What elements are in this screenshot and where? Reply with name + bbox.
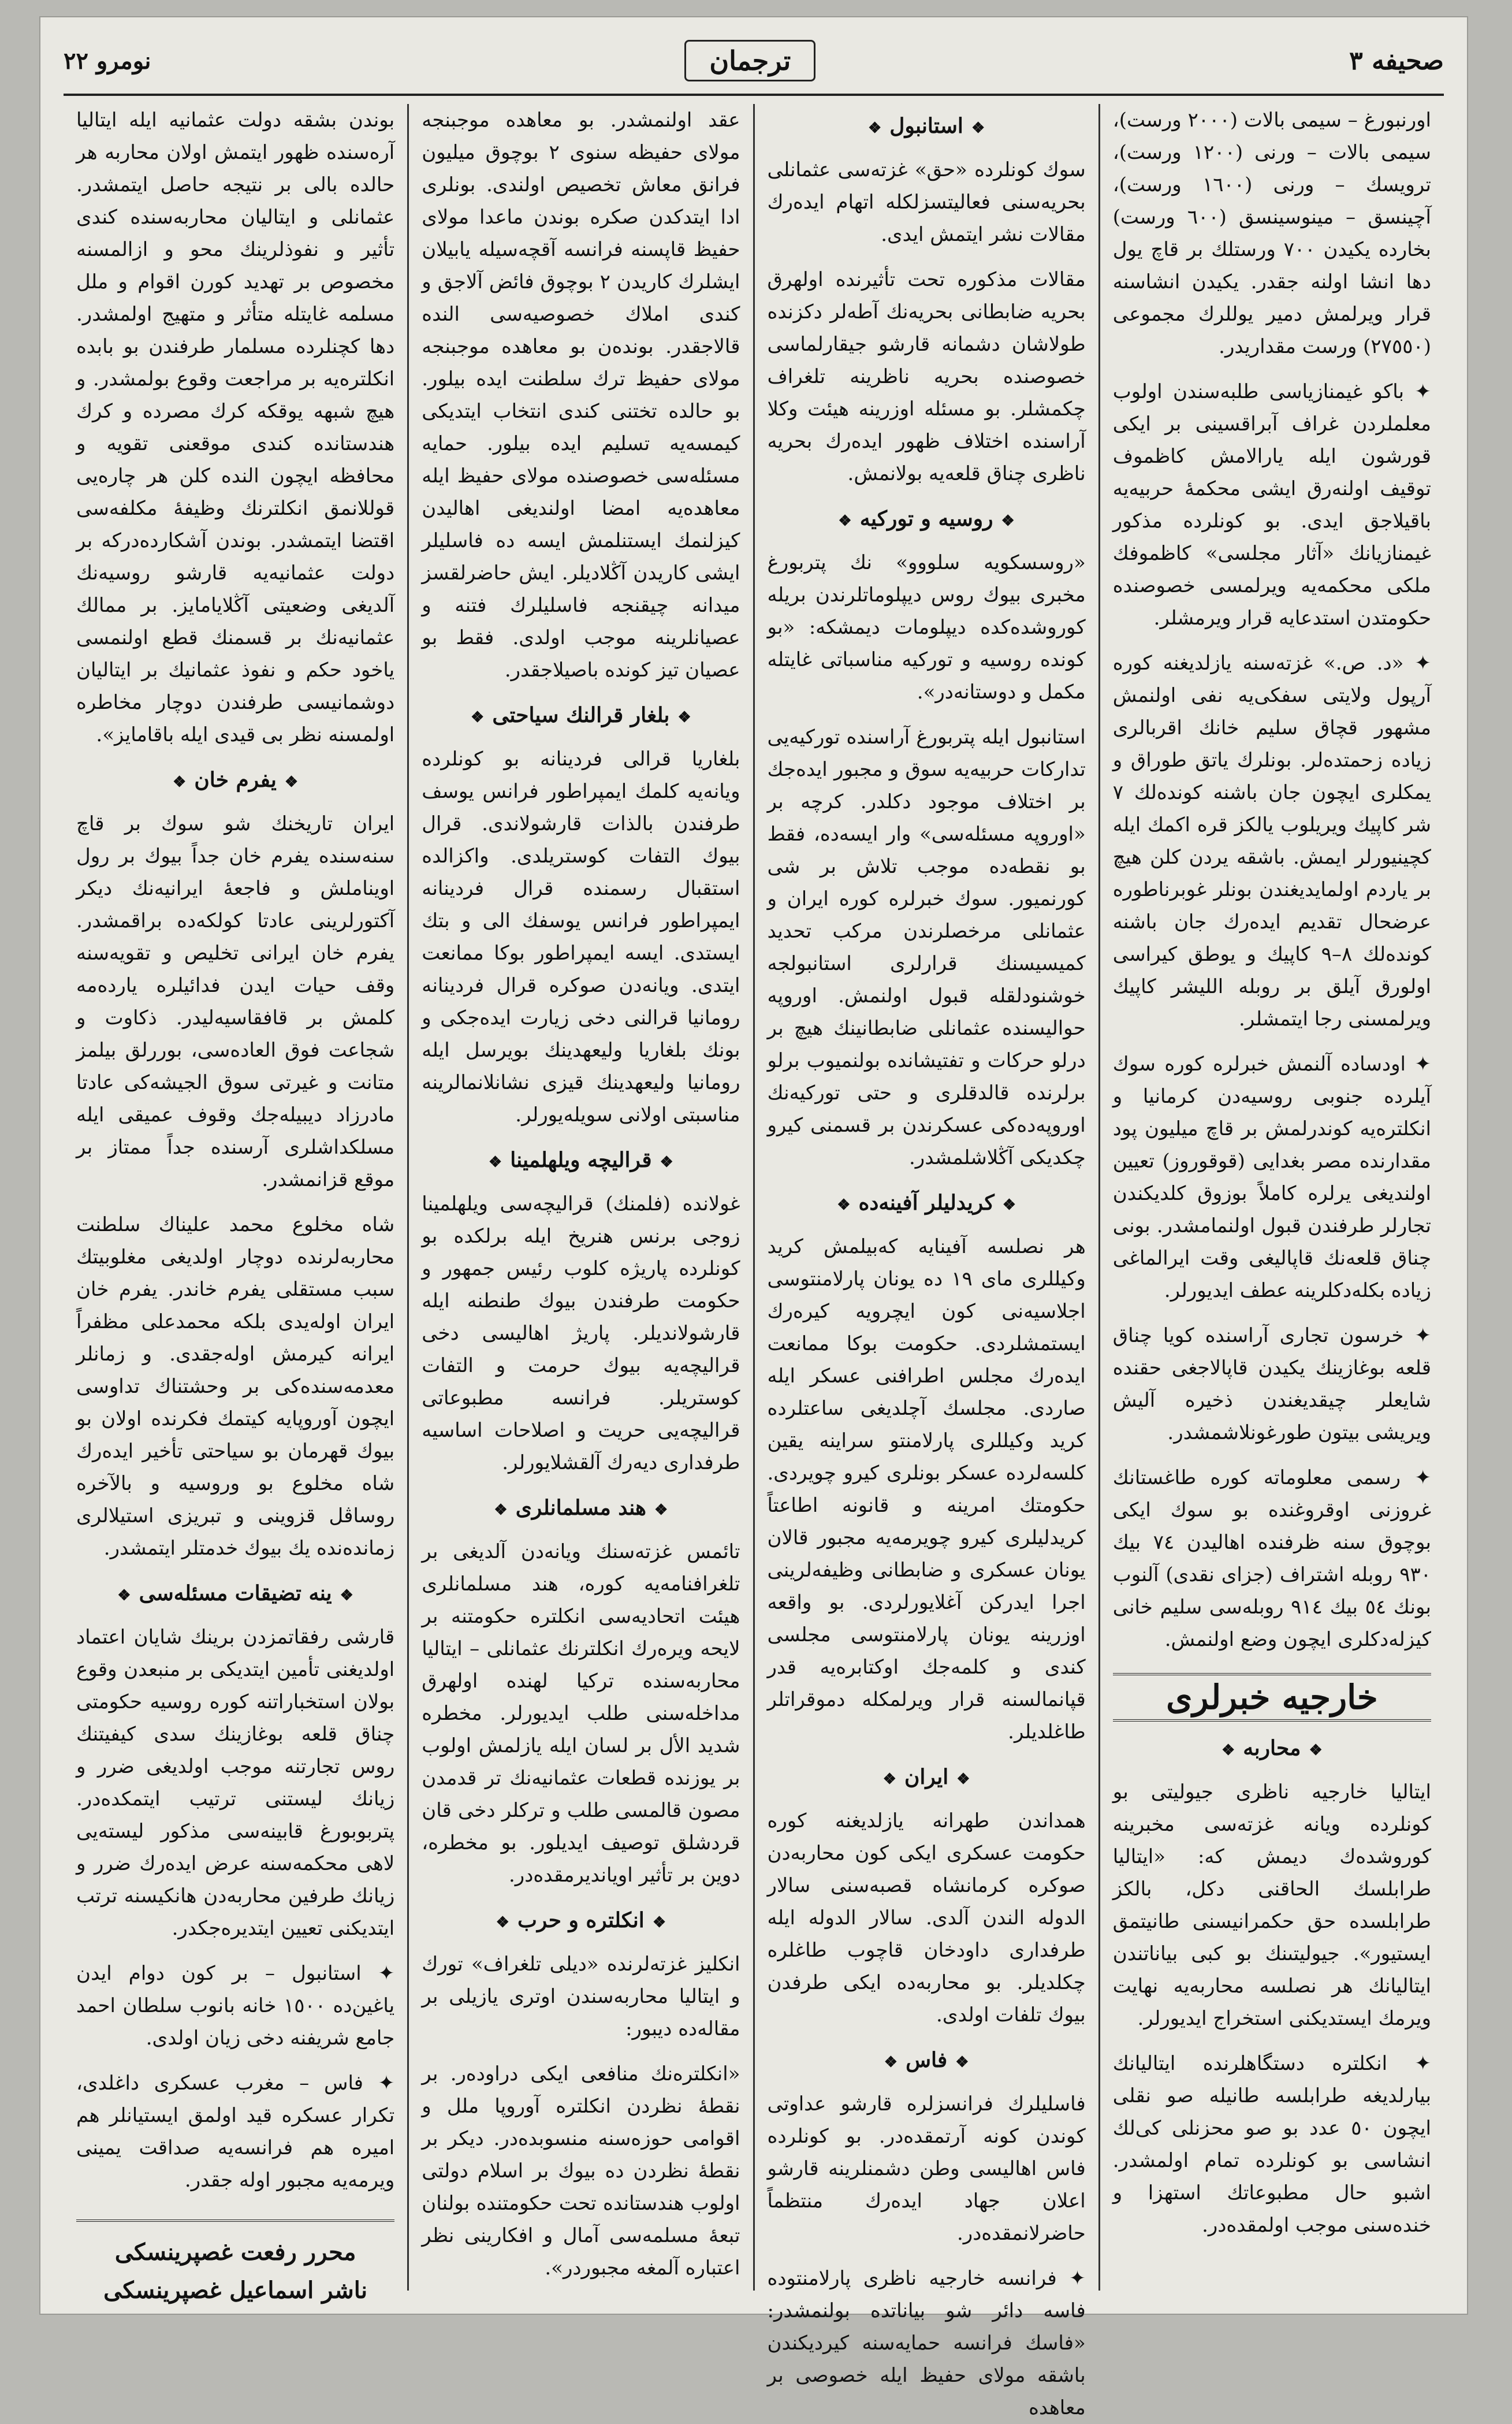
column-4 bbox=[64, 104, 409, 2304]
article-paragraph: ✦ استانبول – بر كون دوام ايدن ياغين‌ده ١٥٠٠ خانه بانوب سلطان احمد جامع شريفنه دخى زيان اولدى. bbox=[76, 1962, 395, 2050]
article-paragraph: «روسسكويه سلووو» نك پتربورغ مخبرى بيوك روس ديپلوماتلرندن بريله كوروشده‌كده ديپلومات ديمشكه: «بو كونده روسيه و توركيه مناسباتى غايتله مكمل و دوستانه‌در». bbox=[767, 551, 1086, 704]
article-columns bbox=[64, 104, 1444, 2419]
article-paragraph: ✦ انكلتره دستگاهلرنده ايتاليانك بيارلديغه طرابلسه طانيله صو نقلى ايچون ٥٠ عدد بو صو محزنلى كى‌لك انشاسى بو كونلرده تمام اولمشدر. اشبو حال مطبوعاتك استهزا و خنده‌سنى موجب اولمقده‌در. bbox=[1112, 2052, 1431, 2237]
masthead-rule bbox=[64, 94, 1444, 96]
section-heading: ❖ فاس ❖ bbox=[768, 2044, 1086, 2079]
section-heading: ❖ كريدليلر آفينه‌ده ❖ bbox=[768, 1187, 1086, 1221]
article-paragraph: فاسليلرك فرانسزلره قارشو عداوتى كوندن كونه آرتمقده‌در. بو كونلرده فاس اهاليسى وطن دشمنلرينه قارشو اعلان جهاد ايده‌رك منتظماً حاضرلانمقده‌در. bbox=[767, 2092, 1086, 2245]
section-heading: ❖ ايران ❖ bbox=[768, 1761, 1086, 1795]
column-3 bbox=[409, 104, 754, 2291]
article-paragraph: ايتاليا خارجيه ناظرى جيوليتى بو كونلرده ويانه غزته‌سى مخبرينه كوروشده‌ك ديمش كه: «ايتاليا طرابلسك الحاقنى دكل، بالكز طرابلسده حق حكمرانيسنى طانيتمق ايستيور». جيوليتىنك بو كبى بياناتندن ايتاليانك هر نصلسه محاربه‌يه نهايت ويرمك ايستديكنى استخراج ايديورلر. bbox=[1112, 1780, 1431, 2030]
article-paragraph: بلغاريا قرالى فردينانه بو كونلرده ويانه‌يه كلمك ايمپراطور فرانس يوسف طرفندن بالذات قارشولاندى. قرال بيوك التفات كوستريلدى. واكزالده استقبال رسمنده قرال فردينانه ايمپراطور فرانس يوسفك الى و بتك ايستدى. ايسه ايمپراطور بوكا ممانعت ايتدى. ويانه‌دن صوكره قرال فردينانه رومانيا قرالنى دخى زيارت ايده‌جكى و بونك بلغاريا وليعهدينك بويرسل ايله رومانيا وليعهدينك قيزى نشانلانمالرينه مناسبتى اولانى سويله‌يورلر. bbox=[422, 748, 740, 1127]
signature-line2: ناشر اسماعيل غصپرينسكى bbox=[103, 2277, 368, 2304]
article-paragraph: ايران تاريخنك شو سوك بر قاچ سنه‌سنده يفرم خان جداً بيوك بر رول اويناملش و فاجعهٔ ايرانيه‌نك ديكر آكتورلرينى عادتا كولكه‌ده براقمشدر. يفرم خان ايرانى تخليص و تقويه‌سنه وقف حيات ايدن فدائيلره يارده‌مه كلمش بر قافقاسيه‌ليدر. ذكاوت و شجاعت فوق العاده‌سى، بوررلق بيلمز متانت و غيرتى سوق الجيشه‌كى عادتا مادرزاد ديبيله‌جك وقوف عميقى ايله مسلكداشلرى آرسنده جداً ممتاز بر موقع قزانمشدر. bbox=[76, 812, 395, 1191]
article-paragraph: ✦ خرسون تجارى آراسنده كويا چناق قلعه بوغازينك يكيدن قاپالاجغى حقنده شايعلر چيقديغندن ذخيره آليش ويريشى بيتون طورغونلاشمشدر. bbox=[1112, 1324, 1431, 1444]
column-2 bbox=[755, 104, 1100, 2419]
section-heading: ❖ ينه تضيقات مسئله‌سى ❖ bbox=[76, 1577, 394, 1612]
article-paragraph: غولانده (فلمنك) قراليچه‌سى ويلهلمينا زوجى برنس هنريخ ايله برلكده بو كونلرده پاريژه كلوب رئيس جمهور و حكومت طرفندن بيوك طنطنه ايله قارشولانديلر. پاريژ اهاليسى دخى قراليچه‌يه بيوك حرمت و التفات كوستريلر. فرانسه مطبوعاتى قراليچه‌يى حريت و اصلاحات اساسيه طرفدارى ديه‌رك آلقشلايورلر. bbox=[422, 1192, 740, 1474]
article-paragraph: شاه مخلوع محمد عليناك سلطنت محاربه‌لرنده دوچار اولديغى مغلوبيتك سبب مستقلى يفرم خاندر. يفرم خان ايران اوله‌يدى بلكه محمدعلى مظفراً ايرانه كيرمش اوله‌جقدى. و زمانلر معدمه‌سنده‌كى بر وحشتناك تداوسى ايچون آوروپايه كيتمك فكرنده اولان بو بيوك قهرمان بو سياحتى تأخير ايده‌رك شاه مخلوع بو وروسيه و بالآخره روساڤل قزوينى و تبريزى استيلالرى زمانده‌نده يك بيوك خدمتلر ايتمشدر. bbox=[76, 1213, 395, 1560]
article-paragraph: همداندن طهرانه يازلديغنه كوره حكومت عسكرى ايكى كون محاربه‌دن صوكره كرمانشاه قصبه‌سنى سالار الدوله الندن آلدى. سالار الدوله ايله طرفدارى داودخان قاچوب طاغلره چكلديلر. بو محاربه‌ده ايكى طرفدن بيوك تلفات اولدى. bbox=[767, 1809, 1086, 2027]
article-paragraph: سوك كونلرده «حق» غزته‌سى عثمانلى بحريه‌سنى فعاليتسزلكله اتهام ايده‌رك مقالات نشر ايتمش ايدى. bbox=[767, 158, 1086, 246]
article-paragraph: «انكلتره‌نك منافعى ايكى دراوده‌ر. بر نقطهٔ نظردن انكلتره آوروپا ملل و اقوامى حوزه‌سنه منسوبده‌در. ديكر بر نقطهٔ نظردن ده بيوك بر اسلام دولتى اولوب هندستانده تحت حكومتنده بولنان تبعهٔ مسلمه‌سى آمال و افكارينى نظر اعتباره آلمغه مجبوردر». bbox=[422, 2062, 740, 2280]
foreign-news-heading: خارجيه خبرلرى bbox=[1113, 1673, 1431, 1722]
article-paragraph: ✦ رسمى معلوماته كوره طاغستانك غروزنى اوقروغنده بو سوك ايكى بوچوق سنه ظرفنده اهاليدن ٧٤ بيك ٩٣٠ روبله اشتراف (جزاى نقدى) آلنوب بونك ٥٤ بيك ٩١٤ روبله‌سى سليم خانى كيزله‌دكلرى ايچون وضع اولنمش. bbox=[1112, 1466, 1432, 1651]
article-paragraph: ✦ فاس – مغرب عسكرى داغلدى، تكرار عسكره قيد اولمق ايستيانلر هم اميره هم فرانسه‌يه صداقت يمينى ويرمه‌يه مجبور اوله جقدر. bbox=[76, 2072, 395, 2192]
section-heading: ❖ هند مسلمانلرى ❖ bbox=[422, 1492, 740, 1526]
page-number: صحيفه ٣ bbox=[1349, 46, 1444, 76]
article-paragraph: اورنبورغ – سيمى بالات (٢٠٠٠ ورست)، سيمى بالات – ورنى (١٢٠٠ ورست)، ترويسك – ورنى (١٦٠٠ ورست)، آچينسق – مينوسينسق (٦٠٠ ورست) بخارده يكيدن ٧٠٠ ورستلك بر قاچ يول دها انشا اولنه جقدر. يكيدن انشاسنه قرار ويرلمش دمير يوللرك مجموعى (٢٧٥٥٠) ورست مقداريدر. bbox=[1112, 109, 1431, 358]
article-paragraph: مقالات مذكوره تحت تأثيرنده اولهرق بحريه ضابطانى بحريه‌نك آطه‌لر دكزنده طولاشان دشمانه قارشو جيقارلماسى خصوصنده بحريه ناظرينه تلغراف چكمشلر. بو مسئله اوزرينه هيئت وكلا آراسنده اختلاف ظهور ايده‌رك بحريه ناظرى چناق قلعه‌يه بولانمش. bbox=[767, 268, 1086, 485]
article-paragraph: ✦ باكو غيمنازياسى طلبه‌سندن اولوب معلملردن غراف آبراقسينى بر ايكى قورشون ايله يارالامش كاظموف توقيف اولنه‌رق ايشى محكمهٔ حربيه‌يه باقيلاجق ايدى. بو كونلرده مذكور غيمنازيانك «آثار مجلسى» كاظموفك ملكى محكمه‌يه ويرلمسى خصوصنده حكومتدن استدعايه قرار ويرمشلر. bbox=[1112, 380, 1431, 630]
article-paragraph: ✦ «د. ص.» غزته‌سنه يازلديغنه كوره آرپول ولايتى سفكى‌يه نفى اولنمش مشهور قچاق سليم خانك اقربالرى زياده زحمتده‌لر. بونلرك ياتق طوراق و يمكلرى ايچون جان باشنه كونده‌لك ٧ شر كاپيك ويريلوب يالكز قره اكمك ايله كچينيورلر ايمش. باشقه يردن كلن هيچ بر ياردم اولمايديغندن بونلر غوبرناطوره عرضحال تقديم ايده‌رك جان باشنه كونده‌لك ٨–٩ كاپيك و يوطق كيراسى اولورق آيلق بر روبله الليشر كاپيك ويرلمسنى رجا ايتمشلر. bbox=[1112, 652, 1432, 1031]
article-paragraph: استانبول ايله پتربورغ آراسنده توركيه‌يى تدارکات حربيه‌يه سوق و مجبور ايده‌جك بر اختلاف موجود دكلدر. كرچه بر «اوروپه مسئله‌سى» وار ايسه‌ده، فقط بو نقطه‌ده موجب تلاش بر شى كورنميور. سوك خبرلره كوره ايران و عثمانلى مرخصلرندن مركب تحديد كميسيسنك قرارلرى استانبولجه خوشنودلقله قبول اولنمش. اوروپه حواليسنده عثمانلى ضابطانينك هيچ بر درلو حركات و تفتيشانده بولنميوب برلو برلرنده قالدقلرى و حتى توركيه‌نك اوروپه‌ده‌كى عسكرندن بر قسمنى كيرو چكديكى آڭلاشلمشدر. bbox=[767, 726, 1086, 1169]
section-heading: ❖ بلغار قرالنك سياحتى ❖ bbox=[422, 699, 740, 734]
masthead bbox=[64, 29, 1444, 92]
article-paragraph: بوندن بشقه دولت عثمانيه ايله ايتاليا آره‌سنده ظهور ايتمش اولان محاربه هر حالده بالى بر نتيجه حاصل ايتمشدر. عثمانلى و ايتاليان محاربه‌سنده كندى تأثير و نفوذلرينك محو و ازالمسنه مخصوص بر تهديد كورن اقوام و ملل مسلمه غايتله متأثر و متهيج اولمشدر. دها كچنلرده مسلمار طرفندن بو بابده انكلتره‌يه بر مراجعت وقوع بولمشدر. و هيچ شبهه يوقكه كرك مصرده و كرك هندستانده كندى موقعنى تقويه و محافظه ايچون النده كلن هر چاره‌يى قوللانمق انكلترنك وظيفهٔ مكلفه‌سى اقتضا ايتمشدر. بوندن آشكارده‌دركه بر دولت عثمانيه‌يه قارشو روسيه‌نك آلديغى وضعيتى آڭلايامايز. بر ممالك عثمانيه‌نك بر قسمنك قطع اولنمسى ياخود حكم و نفوذ عثمانيك بر ايتاليان دوشمانيسى طرفندن دوچار مخاطره اولمسنه نظر بى قيدى ايله باقامايز». bbox=[76, 109, 395, 746]
section-heading: ❖ يفرم خان ❖ bbox=[76, 764, 394, 798]
section-heading: ❖ استانبول ❖ bbox=[768, 110, 1086, 144]
section-heading: ❖ روسيه و توركيه ❖ bbox=[768, 503, 1086, 537]
section-heading: ❖ محاربه ❖ bbox=[1113, 1732, 1431, 1767]
article-paragraph: عقد اولنمشدر. بو معاهده موجبنجه مولاى حفيظه سنوى ٢ بوچوق ميليون فرانق معاش تخصيص اولندى. بونلرى ادا ايتدكدن صكره بوندن ماعدا مولاى حفيظ قاپسنه فرانسه آقچه‌سيله يابيلان ايشلرك كاريدن ٢ بوچوق فائض آلاجق و كندى املاك خصوصيه‌سى النده قالاجقدر. بونده‌ن بو معاهده موجبنجه مولاى حفيظ ترك سلطنت ايده بيلور. بو حالده تختنى كندى انتخاب ايتديكى كيمسه‌يه تسليم ايده بيلور. حمايه مسئله‌سى خصوصنده مولاى حفيظ ايله معاهده‌يه امضا اولنديغى اهاليدن كيزلنمك ايستنلمش ايسه ده فاسليلر ايشى كاريدن آڭلاديلر. ايش حاضرلقسز ميدانه چيقنجه فاسليلرك فتنه و عصيانلرينه موجب اولدى. فقط بو عصيان تيز كونده باصيلاجقدر. bbox=[422, 109, 740, 682]
column-1 bbox=[1100, 104, 1444, 2291]
section-heading: ❖ قراليچه ويلهلمينا ❖ bbox=[422, 1144, 740, 1178]
article-paragraph: ✦ اودساده آلنمش خبرلره كوره سوك آيلرده جنوبى روسيه‌دن كرمانيا و انكلتره‌يه كوندرلمش بر قاچ ميليون پود مقدارنده مصر بغدايى (قوقوروز) تعيين اولنديغى يرلره كاملاً بوزوق كلديكندن تجارلر طرفندن قبول اولنمامشدر. بونى چناق قلعه‌نك قاپاليغى وقت ايرالماغى زياده بكله‌دكلرينه عطف ايديورلر. bbox=[1112, 1053, 1431, 1302]
newspaper-page bbox=[40, 17, 1467, 2419]
newspaper-title: ترجمان bbox=[684, 40, 815, 81]
article-paragraph: تائمس غزته‌سنك ويانه‌دن آلديغى بر تلغرافنامه‌يه كوره، هند مسلمانلرى هيئت اتحاديه‌سى انكلتره حكومتنه بر لايحه ويره‌رك انكلترنك عثمانلى – ايتاليا محاربه‌سنده تركيا لهنده اولهرق مداخله‌سنى طلب ايديورلر. مخطره شديد الأل بر لسان ايله يازلمش اولوب بر يوزنده قطعات عثمانيه‌نك تر قدمدن مصون قالمسى طلب و تركلر دخى قان قردشلق توصيف ايديلور. بو مخطره، دوين بر تأثير اويانديرمقده‌در. bbox=[422, 1540, 740, 1887]
article-paragraph: ✦ فرانسه خارجيه ناظرى پارلامنتوده فاسه دائر شو بياناتده بولنمشدر: «فاسك فرانسه حمايه‌سنه كيرديكندن باشقه مولاى حفيظ ايله خصوصى بر معاهده bbox=[767, 2267, 1086, 2419]
signature-line1: محرر رفعت غصپرينسكى bbox=[114, 2239, 356, 2266]
article-paragraph: انكليز غزته‌لرنده «ديلى تلغراف» تورك و ايتاليا محاربه‌سندن اوترى يازيلى بر مقاله‌ده ديبور: bbox=[422, 1953, 740, 2040]
issue-number: نومرو ٢٢ bbox=[64, 47, 151, 75]
section-heading: ❖ انكلتره و حرب ❖ bbox=[422, 1904, 740, 1939]
editor-signature bbox=[76, 2219, 394, 2310]
article-paragraph: قارشى رفقاتمزدن برينك شايان اعتماد اولديغنى تأمين ايتديكى بر منبعدن وقوع بولان استخباراتنه كوره روسيه حكومتى چناق قلعه بوغازينك سدى كيفيتنك روس تجارتنه موجب اولديغى ضرر و زيانك ليستنى ترتيب ايتمكده‌در. پتربوبورغ قابينه‌سى مذكور ليسته‌يى لاهى محكمه‌سنه عرض ايده‌رك ضرر و زيانك طرفين محاربه‌دن هانكيسنه ترتب ايتديكنى تعيين ايتديره‌جكدر. bbox=[76, 1626, 395, 1940]
article-paragraph: هر نصلسه آفينايه كه‌بيلمش كريد وكيللرى ماى ١٩ ده يونان پارلامنتوسى اجلاسيه‌نى كون ايچرويه كيره‌رك ايستمشلردى. حكومت بوكا ممانعت ايده‌رك مجلس اطرافنى عسكر ايله صاردى. مجلسك آچلديغى ساعتلرده كريد وكيللرى پارلامنتو سراينه يقين كلسه‌لرده عسكر بونلرى كيرو چويردى. حكومتك امرينه و قانونه اطاعتاً كريدليلرى كيرو چويرمه‌يه مجبور قالان يونان عسكرى و ضابطانى وظيفه‌لرينى اجرا ايدركن آغلايورلردى. بو واقعه اوزرينه يونان پارلامنتوسى مجلسى كندى و كلمه‌جك اوكتابره‌يه قدر قپانمالسنه قرار ويرلمكله دموقراتلر طاغلديلر. bbox=[767, 1235, 1086, 1743]
